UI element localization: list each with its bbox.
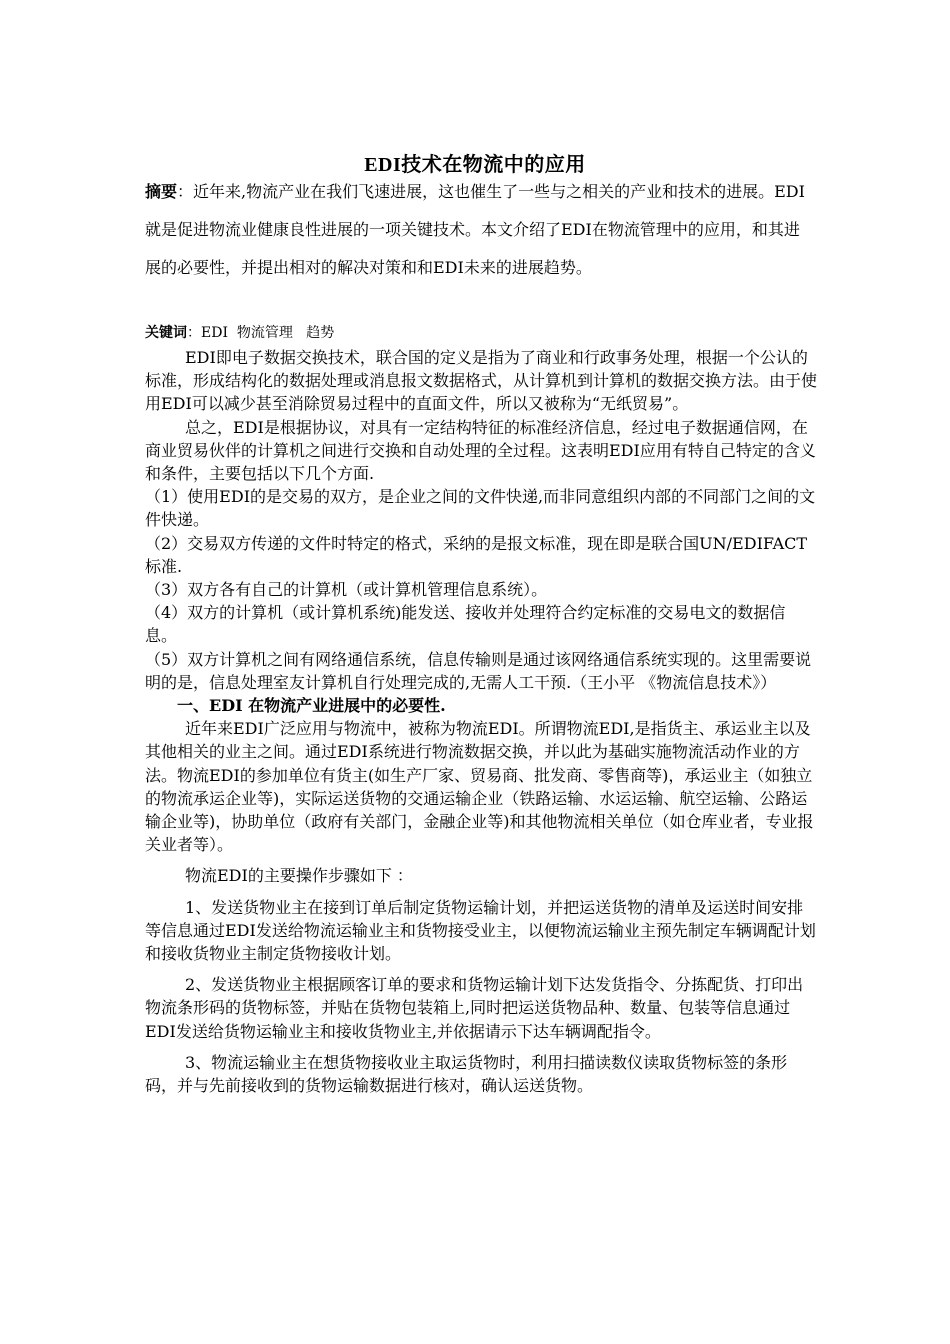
document-body	[145, 346, 817, 1097]
abstract	[145, 173, 815, 287]
document-title: EDI技术在物流中的应用	[364, 154, 586, 176]
paragraph-logistics-edi: 近年来EDI广泛应用与物流中，被称为物流EDI。所谓物流EDI,是指货主、承运业主以及其他相关的业主之间。通过EDI系统进行物流数据交换，并以此为基础实施物流活动作业的方法。物流EDI的参加单位有货主(如生产厂家、贸易商、批发商、零售商等)，承运业主（如独立的物流承运企业等)，实际运送货物的交通运输企业（铁路运输、水运运输、航空运输、公路运输企业等)，协助单位（政府有关部门，金融企业等)和其他物流相关单位（如仓库业者，专业报关业者等）。	[145, 719, 814, 855]
abstract-colon: ：	[177, 182, 194, 201]
abstract-text: 近年来,物流产业在我们飞速进展，这也催生了一些与之相关的产业和技术的进展。EDI就是促进物流业健康良性进展的一项关键技术。本文介绍了EDI在物流管理中的应用，和其进展的必要性，并提出相对的解决对策和和EDI未来的进展趋势。	[145, 182, 805, 277]
step-3: 3、物流运输业主在想货物接收业主取运货物时，利用扫描读数仪读取货物标签的条形码，并与先前接收到的货物运输数据进行核对，确认运送货物。	[145, 1052, 788, 1096]
list-item-4: （4）双方的计算机（或计算机系统)能发送、接收并处理符合约定标准的交易电文的数据信息。	[145, 603, 786, 646]
list-item-5: （5）双方计算机之间有网络通信系统，信息传输则是通过该网络通信系统实现的。这里需要说明的是，信息处理室友计算机自行处理完成的,无需人工干预.（王小平 《物流信息技术》）	[145, 649, 812, 692]
abstract-label: 摘要	[145, 182, 178, 201]
paragraph-steps-intro: 物流EDI的主要操作步骤如下 ：	[185, 866, 413, 886]
step-1: 1、发送货物业主在接到订单后制定货物运输计划，并把运送货物的清单及运送时间安排等信息通过EDI发送给物流运输业主和货物接受业主，以便物流运输业主预先制定车辆调配计划和接收货物业主制定货物接收计划。	[145, 897, 816, 964]
step-2: 2、发送货物业主根据顾客订单的要求和货物运输计划下达发货指令、分拣配货、打印出物流条形码的货物标签，并贴在货物包装箱上,同时把运送货物品种、数量、包装等信息通过EDI发送给货物运输业主和接收货物业主,并依据请示下达车辆调配指令。	[145, 975, 804, 1041]
list-item-2: （2）交易双方传递的文件时特定的格式，采纳的是报文标准，现在即是联合国UN/EDIFACT标准.	[145, 533, 808, 576]
list-item-1: （1）使用EDI的是交易的双方，是企业之间的文件快递,而非同意组织内部的不同部门之间的文件快递。	[145, 487, 816, 530]
section-heading-1: 一、EDI 在物流产业进展中的必要性.	[177, 696, 446, 716]
paragraph-edi-definition: EDI即电子数据交换技术，联合国的定义是指为了商业和行政事务处理，根据一个公认的标准，形成结构化的数据处理或消息报文数据格式，从计算机到计算机的数据交换方法。由于使用EDI可以减少甚至消除贸易过程中的直面文件，所以又被称为“无纸贸易”。	[145, 348, 818, 414]
keywords-text: ：EDI 物流管理 趋势	[187, 325, 335, 341]
list-item-3: （3）双方各有自己的计算机（或计算机管理信息系统）。	[145, 580, 548, 600]
keywords	[145, 322, 334, 342]
paragraph-edi-summary: 总之，EDI是根据协议，对具有一定结构特征的标准经济信息，经过电子数据通信网，在商业贸易伙伴的计算机之间进行交换和自动处理的全过程。这表明EDI应用有特自己特定的含义和条件，主要包括以下几个方面.	[145, 417, 816, 484]
keywords-label: 关键词	[145, 325, 187, 341]
